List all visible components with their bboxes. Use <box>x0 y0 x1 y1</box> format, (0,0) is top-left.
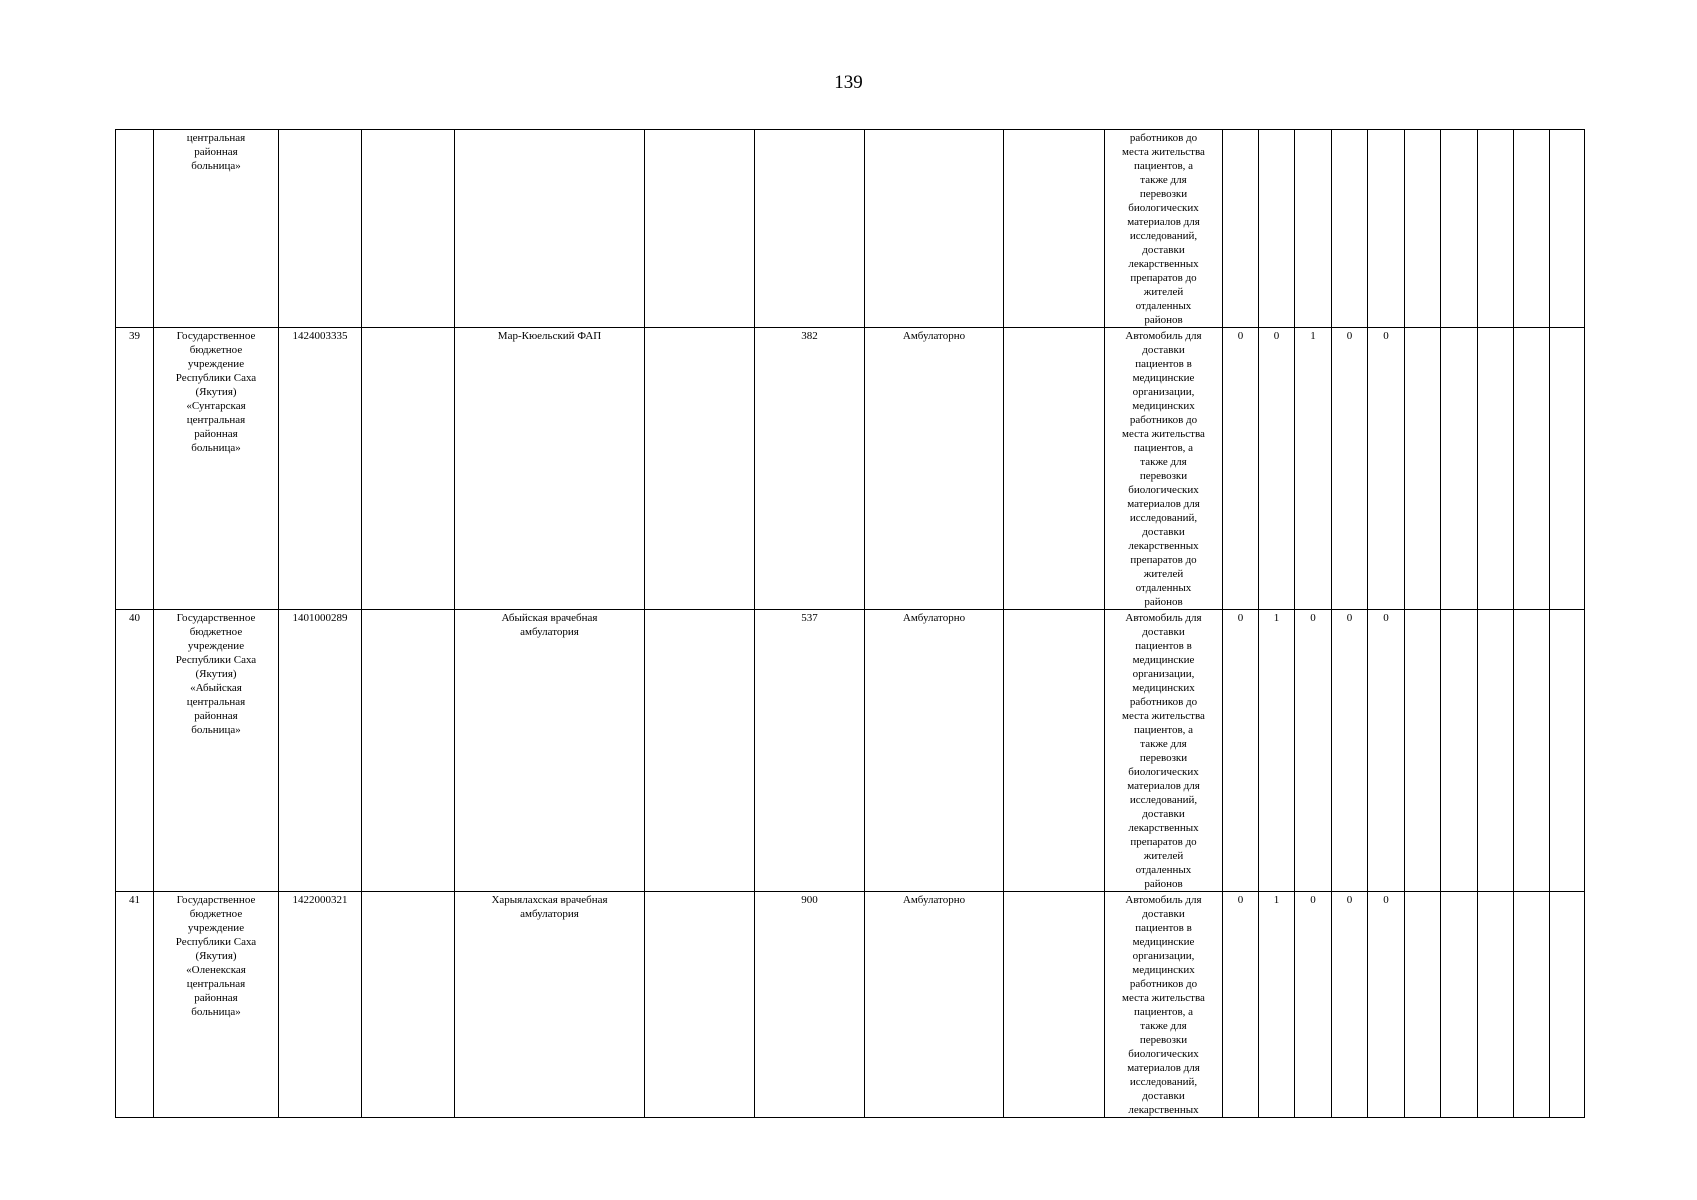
empty-cell <box>1004 328 1105 610</box>
empty-cell <box>1405 328 1441 610</box>
vehicle-purpose-cell: Автомобиль для доставки пациентов в медицинские организации, медицинских работников до места жительства пациентов, а также для перевозки биологических материалов для исследований, доставки лекарственных препаратов до жителей отдаленных районов <box>1105 610 1223 892</box>
care-mode-cell: Амбулаторно <box>865 892 1004 1118</box>
empty-cell <box>1405 130 1441 328</box>
count-cell: 0 <box>1223 892 1259 1118</box>
empty-cell <box>1550 892 1585 1118</box>
population-cell: 900 <box>755 892 865 1118</box>
empty-cell <box>645 130 755 328</box>
empty-cell <box>645 892 755 1118</box>
empty-cell <box>1478 610 1514 892</box>
empty-cell <box>362 328 455 610</box>
organization-cell: центральная районная больница» <box>154 130 279 328</box>
care-mode-cell: Амбулаторно <box>865 610 1004 892</box>
empty-cell <box>1514 892 1550 1118</box>
facility-cell: Мар-Кюельский ФАП <box>455 328 645 610</box>
empty-cell <box>1441 130 1478 328</box>
empty-cell <box>1478 130 1514 328</box>
count-cell: 0 <box>1295 610 1332 892</box>
empty-cell <box>1478 328 1514 610</box>
count-cell: 0 <box>1368 892 1405 1118</box>
vehicle-purpose-cell: Автомобиль для доставки пациентов в медицинские организации, медицинских работников до места жительства пациентов, а также для перевозки биологических материалов для исследований, доставки лекарственных <box>1105 892 1223 1118</box>
care-mode-cell: Амбулаторно <box>865 328 1004 610</box>
count-cell <box>1332 130 1368 328</box>
count-cell: 0 <box>1332 610 1368 892</box>
empty-cell <box>1478 892 1514 1118</box>
population-cell: 537 <box>755 610 865 892</box>
table-row <box>116 328 1585 610</box>
empty-cell <box>645 610 755 892</box>
inn-cell: 1424003335 <box>279 328 362 610</box>
count-cell: 0 <box>1223 328 1259 610</box>
count-cell: 0 <box>1332 328 1368 610</box>
count-cell: 1 <box>1295 328 1332 610</box>
empty-cell <box>1405 892 1441 1118</box>
empty-cell <box>1514 610 1550 892</box>
row-number-cell <box>116 130 154 328</box>
organization-cell: Государственное бюджетное учреждение Республики Саха (Якутия) «Абыйская центральная районная больница» <box>154 610 279 892</box>
facility-cell: Харыялахская врачебная амбулатория <box>455 892 645 1118</box>
facility-cell <box>455 130 645 328</box>
count-cell <box>1295 130 1332 328</box>
row-number-cell: 41 <box>116 892 154 1118</box>
empty-cell <box>1514 328 1550 610</box>
count-cell: 0 <box>1368 328 1405 610</box>
count-cell <box>1259 130 1295 328</box>
empty-cell <box>1514 130 1550 328</box>
vehicle-purpose-cell: работников до места жительства пациентов, а также для перевозки биологических материалов для исследований, доставки лекарственных препаратов до жителей отдаленных районов <box>1105 130 1223 328</box>
row-number-cell: 40 <box>116 610 154 892</box>
empty-cell <box>1550 328 1585 610</box>
empty-cell <box>1550 610 1585 892</box>
count-cell: 0 <box>1295 892 1332 1118</box>
empty-cell <box>645 328 755 610</box>
vehicle-purpose-cell: Автомобиль для доставки пациентов в медицинские организации, медицинских работников до места жительства пациентов, а также для перевозки биологических материалов для исследований, доставки лекарственных препаратов до жителей отдаленных районов <box>1105 328 1223 610</box>
page-number: 139 <box>834 72 863 93</box>
organization-cell: Государственное бюджетное учреждение Республики Саха (Якутия) «Сунтарская центральная районная больница» <box>154 328 279 610</box>
empty-cell <box>1004 892 1105 1118</box>
inn-cell: 1401000289 <box>279 610 362 892</box>
table-row-continued <box>116 130 1585 328</box>
population-cell <box>755 130 865 328</box>
count-cell: 0 <box>1368 610 1405 892</box>
empty-cell <box>362 892 455 1118</box>
facility-cell: Абыйская врачебная амбулатория <box>455 610 645 892</box>
count-cell: 1 <box>1259 610 1295 892</box>
row-number-cell: 39 <box>116 328 154 610</box>
organization-cell: Государственное бюджетное учреждение Республики Саха (Якутия) «Оленекская центральная районная больница» <box>154 892 279 1118</box>
count-cell: 0 <box>1223 610 1259 892</box>
empty-cell <box>1441 892 1478 1118</box>
count-cell: 0 <box>1259 328 1295 610</box>
count-cell <box>1368 130 1405 328</box>
count-cell <box>1223 130 1259 328</box>
empty-cell <box>1441 610 1478 892</box>
empty-cell <box>1441 328 1478 610</box>
empty-cell <box>1550 130 1585 328</box>
inn-cell: 1422000321 <box>279 892 362 1118</box>
population-cell: 382 <box>755 328 865 610</box>
inn-cell <box>279 130 362 328</box>
empty-cell <box>362 610 455 892</box>
count-cell: 0 <box>1332 892 1368 1118</box>
empty-cell <box>1004 130 1105 328</box>
vehicle-allocation-table <box>115 129 1585 1118</box>
empty-cell <box>1405 610 1441 892</box>
table-row <box>116 610 1585 892</box>
care-mode-cell <box>865 130 1004 328</box>
empty-cell <box>362 130 455 328</box>
empty-cell <box>1004 610 1105 892</box>
table-row <box>116 892 1585 1118</box>
count-cell: 1 <box>1259 892 1295 1118</box>
